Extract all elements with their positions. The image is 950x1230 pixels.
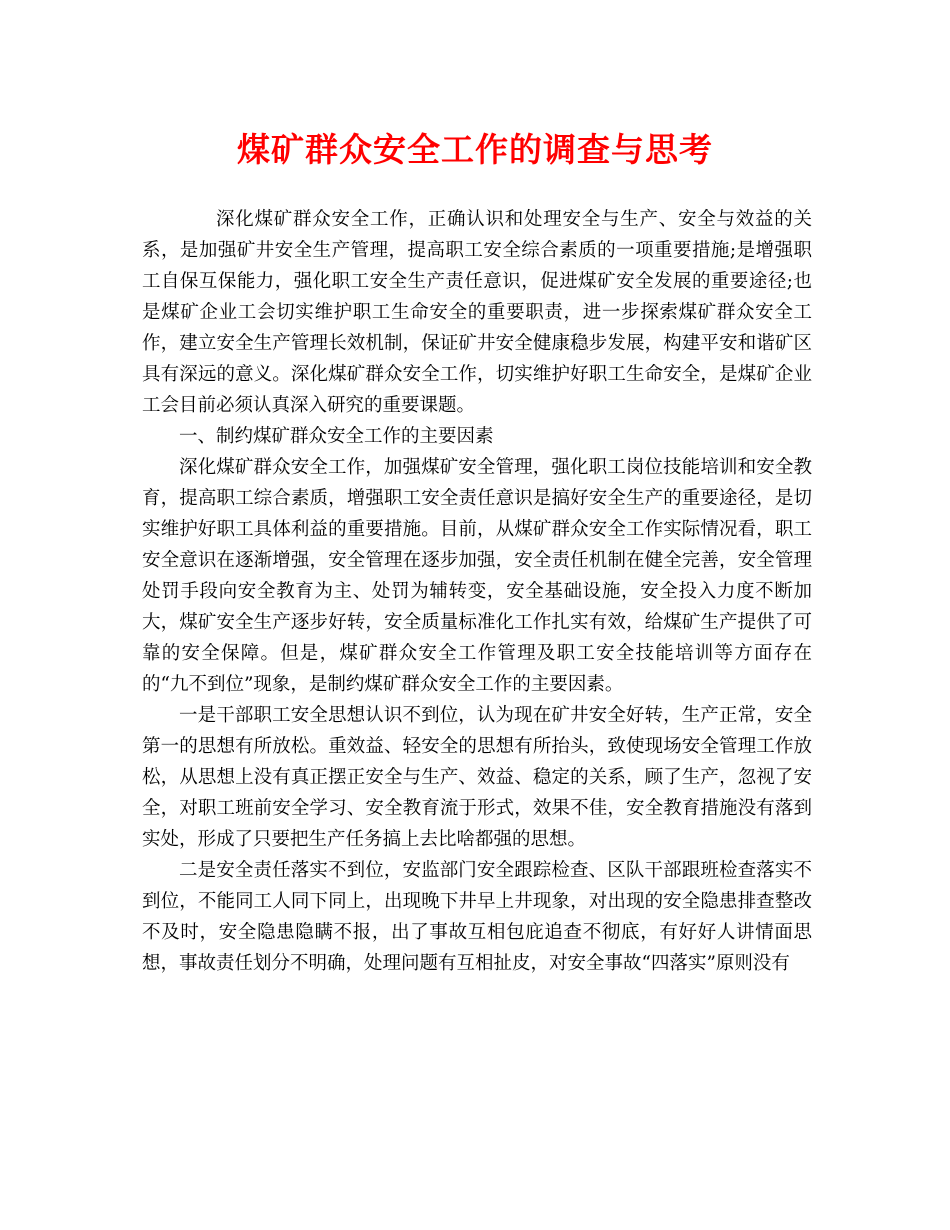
paragraph-intro: 深化煤矿群众安全工作，正确认识和处理安全与生产、安全与效益的关系，是加强矿井安全生产管理，提高职工安全综合素质的一项重要措施;是增强职工自保互保能力，强化职工安全生产责任意识，促进煤矿安全发展的重要途径;也是煤矿企业工会切实维护职工生命安全的重要职责，进一步探索煤矿群众安全工作，建立安全生产管理长效机制，保证矿井安全健康稳步发展，构建平安和谐矿区具有深远的意义。深化煤矿群众安全工作，切实维护好职工生命安全，是煤矿企业工会目前必须认真深入研究的重要课题。 xyxy=(142,209,812,416)
paragraph-point-1: 一是干部职工安全思想认识不到位，认为现在矿井安全好转，生产正常，安全第一的思想有所放松。重效益、轻安全的思想有所抬头，致使现场安全管理工作放松，从思想上没有真正摆正安全与生产、效益、稳定的关系，顾了生产，忽视了安全，对职工班前安全学习、安全教育流于形式，效果不佳，安全教育措施没有落到实处，形成了只要把生产任务搞上去比啥都强的思想。 xyxy=(142,705,812,850)
document-body xyxy=(142,204,812,979)
paragraph-point-2: 二是安全责任落实不到位，安监部门安全跟踪检查、区队干部跟班检查落实不到位，不能同工人同下同上，出现晚下井早上井现象，对出现的安全隐患排查整改不及时，安全隐患隐瞒不报，出了事故互相包庇追查不彻底，有好好人讲情面思想，事故责任划分不明确，处理问题有互相扯皮，对安全事故“四落实”原则没有 xyxy=(142,860,812,974)
section-heading-1: 一、制约煤矿群众安全工作的主要因素 xyxy=(179,426,494,447)
paragraph-factors: 深化煤矿群众安全工作，加强煤矿安全管理，强化职工岗位技能培训和安全教育，提高职工综合素质，增强职工安全责任意识是搞好安全生产的重要途径，是切实维护好职工具体利益的重要措施。目前，从煤矿群众安全工作实际情况看，职工安全意识在逐渐增强，安全管理在逐步加强，安全责任机制在健全完善，安全管理处罚手段向安全教育为主、处罚为辅转变，安全基础设施，安全投入力度不断加大，煤矿安全生产逐步好转，安全质量标准化工作扎实有效，给煤矿生产提供了可靠的安全保障。但是，煤矿群众安全工作管理及职工安全技能培训等方面存在的“九不到位”现象，是制约煤矿群众安全工作的主要因素。 xyxy=(142,457,812,695)
document-title: 煤矿群众安全工作的调查与思考 xyxy=(237,130,713,169)
